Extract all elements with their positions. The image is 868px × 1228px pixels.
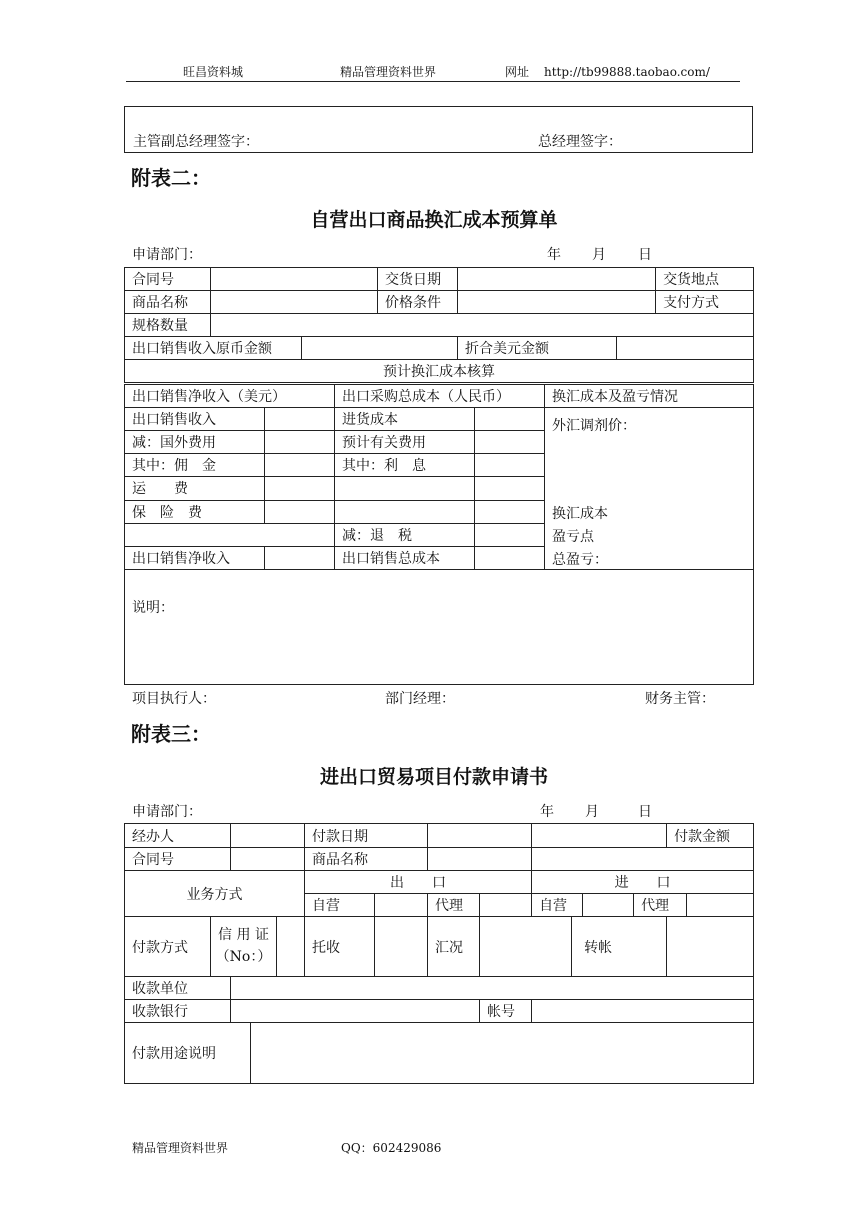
contract-no-field-3[interactable] <box>231 848 305 871</box>
lc-no-label: （No：） <box>215 948 272 965</box>
pay-date-extra-field[interactable] <box>532 824 667 848</box>
fx-summary-cell[interactable] <box>545 408 754 570</box>
export-agency-label: 代理 <box>428 894 480 917</box>
usd-amount-label: 折合美元金额 <box>458 337 617 360</box>
forecast-header: 预计换汇成本核算 <box>125 360 754 383</box>
goods-name-label: 商品名称 <box>125 291 211 314</box>
fx-cost-label: 换汇成本 <box>552 506 608 522</box>
remark-area[interactable] <box>125 570 754 685</box>
payee-bank-label: 收款银行 <box>125 1000 231 1023</box>
import-self-run-label: 自营 <box>532 894 583 917</box>
appendix3-year-label: 年 <box>540 804 554 820</box>
net-income-label: 出口销售净收入 <box>125 546 265 569</box>
spec-qty-label: 规格数量 <box>125 314 211 337</box>
appendix3-dept-label: 申请部门： <box>132 804 202 820</box>
export-agency-box[interactable] <box>480 894 532 917</box>
collection-label: 托收 <box>305 917 375 977</box>
delivery-place-label: 交货地点 <box>656 268 754 291</box>
appendix3-table <box>124 823 754 1084</box>
pay-method-label: 付款方式 <box>125 917 211 977</box>
export-self-run-box[interactable] <box>375 894 428 917</box>
footer-site-slogan: 精品管理资料世界 <box>132 1141 229 1155</box>
commission-field[interactable] <box>265 454 335 477</box>
export-income-field[interactable] <box>265 408 335 431</box>
purpose-field[interactable] <box>251 1023 754 1084</box>
dept-manager-label: 部门经理： <box>385 691 455 707</box>
signature-box <box>124 106 753 153</box>
less-rebate-field[interactable] <box>475 523 545 546</box>
payee-field[interactable] <box>231 977 754 1000</box>
purpose-label: 付款用途说明 <box>125 1023 251 1084</box>
blank-cost-field-1[interactable] <box>475 477 545 500</box>
delivery-date-field[interactable] <box>458 268 656 291</box>
lc-cell[interactable] <box>211 917 277 977</box>
less-foreign-label: 减：国外费用 <box>125 431 265 454</box>
export-header: 出 口 <box>305 871 532 894</box>
header-url-link[interactable]: http://tb99888.taobao.com/ <box>544 65 710 79</box>
lc-label: 信 用 证 <box>218 926 269 943</box>
transfer-label: 转帐 <box>572 917 667 977</box>
appendix2-year-label: 年 <box>547 247 561 263</box>
appendix3-title: 进出口贸易项目付款申请书 <box>319 766 548 788</box>
remittance-box[interactable] <box>480 917 572 977</box>
total-cost-label: 出口销售总成本 <box>335 546 475 569</box>
purchase-cost-label: 进货成本 <box>335 408 475 431</box>
total-pl-label: 总盈亏： <box>552 552 608 568</box>
goods-name-field[interactable] <box>211 291 378 314</box>
appendix2-day-label: 日 <box>638 247 652 263</box>
export-income-label: 出口销售收入 <box>125 408 265 431</box>
appendix2-cost-table <box>124 384 754 685</box>
import-agency-label: 代理 <box>634 894 687 917</box>
fx-price-label: 外汇调剂价： <box>552 418 636 434</box>
export-orig-amount-field[interactable] <box>302 337 458 360</box>
less-rebate-label: 减：退 税 <box>335 523 475 546</box>
goods-name-field-3[interactable] <box>428 848 532 871</box>
header-url-label: 网址 <box>505 65 530 79</box>
net-income-field[interactable] <box>265 546 335 569</box>
import-self-run-box[interactable] <box>583 894 634 917</box>
footer-qq: QQ：602429086 <box>341 1141 442 1155</box>
deputy-gm-signature-label: 主管副总经理签字： <box>133 134 259 150</box>
price-terms-label: 价格条件 <box>378 291 458 314</box>
blank-cost-field-2[interactable] <box>475 500 545 523</box>
import-header: 进 口 <box>532 871 754 894</box>
export-orig-amount-label: 出口销售收入原币金额 <box>125 337 302 360</box>
commission-label: 其中：佣 金 <box>125 454 265 477</box>
total-cost-field[interactable] <box>475 546 545 569</box>
handler-field[interactable] <box>231 824 305 848</box>
freight-field[interactable] <box>265 477 335 500</box>
pay-amount-label: 付款金额 <box>667 824 754 848</box>
payee-bank-field[interactable] <box>231 1000 480 1023</box>
goods-name-label-3: 商品名称 <box>305 848 428 871</box>
appendix2-label: 附表二： <box>131 166 211 190</box>
freight-label: 运 费 <box>125 477 265 500</box>
goods-name-extra-field[interactable] <box>532 848 754 871</box>
business-mode-label: 业务方式 <box>125 871 305 917</box>
appendix3-label: 附表三： <box>131 722 211 746</box>
gm-signature-label: 总经理签字： <box>538 134 622 150</box>
est-costs-field[interactable] <box>475 431 545 454</box>
breakeven-label: 盈亏点 <box>552 529 594 545</box>
est-costs-label: 预计有关费用 <box>335 431 475 454</box>
header-divider <box>126 81 740 82</box>
handler-label: 经办人 <box>125 824 231 848</box>
contract-no-field[interactable] <box>211 268 378 291</box>
payee-label: 收款单位 <box>125 977 231 1000</box>
usd-amount-field[interactable] <box>617 337 754 360</box>
delivery-date-label: 交货日期 <box>378 268 458 291</box>
contract-no-label-3: 合同号 <box>125 848 231 871</box>
lc-box[interactable] <box>277 917 305 977</box>
account-no-field[interactable] <box>532 1000 754 1023</box>
executor-label: 项目执行人： <box>132 691 216 707</box>
col1-header: 出口销售净收入（美元） <box>125 385 335 408</box>
spec-qty-field[interactable] <box>211 314 754 337</box>
export-self-run-label: 自营 <box>305 894 375 917</box>
header-site-slogan: 精品管理资料世界 <box>340 65 437 79</box>
finance-label: 财务主管： <box>645 691 715 707</box>
header-site-name: 旺昌资料城 <box>183 65 244 79</box>
appendix3-day-label: 日 <box>638 804 652 820</box>
appendix2-month-label: 月 <box>592 247 606 263</box>
col3-header: 换汇成本及盈亏情况 <box>545 385 754 408</box>
appendix2-dept-label: 申请部门： <box>132 247 202 263</box>
insurance-field[interactable] <box>265 500 335 523</box>
price-terms-field[interactable] <box>458 291 656 314</box>
blank-cost-label-2 <box>335 500 475 523</box>
pay-date-field[interactable] <box>428 824 532 848</box>
blank-income-row[interactable] <box>125 523 335 546</box>
remark-label: 说明： <box>132 600 174 616</box>
col2-header: 出口采购总成本（人民币） <box>335 385 545 408</box>
blank-cost-label-1 <box>335 477 475 500</box>
appendix3-month-label: 月 <box>585 804 599 820</box>
appendix2-header-table <box>124 267 754 383</box>
interest-field[interactable] <box>475 454 545 477</box>
pay-date-label: 付款日期 <box>305 824 428 848</box>
remittance-label: 汇况 <box>428 917 480 977</box>
appendix2-title: 自营出口商品换汇成本预算单 <box>310 209 558 231</box>
account-no-label: 帐号 <box>480 1000 532 1023</box>
import-agency-box[interactable] <box>687 894 754 917</box>
interest-label: 其中：利 息 <box>335 454 475 477</box>
collection-box[interactable] <box>375 917 428 977</box>
transfer-box[interactable] <box>667 917 754 977</box>
less-foreign-field[interactable] <box>265 431 335 454</box>
insurance-label: 保 险 费 <box>125 500 265 523</box>
payment-method-label: 支付方式 <box>656 291 754 314</box>
contract-no-label: 合同号 <box>125 268 211 291</box>
purchase-cost-field[interactable] <box>475 408 545 431</box>
